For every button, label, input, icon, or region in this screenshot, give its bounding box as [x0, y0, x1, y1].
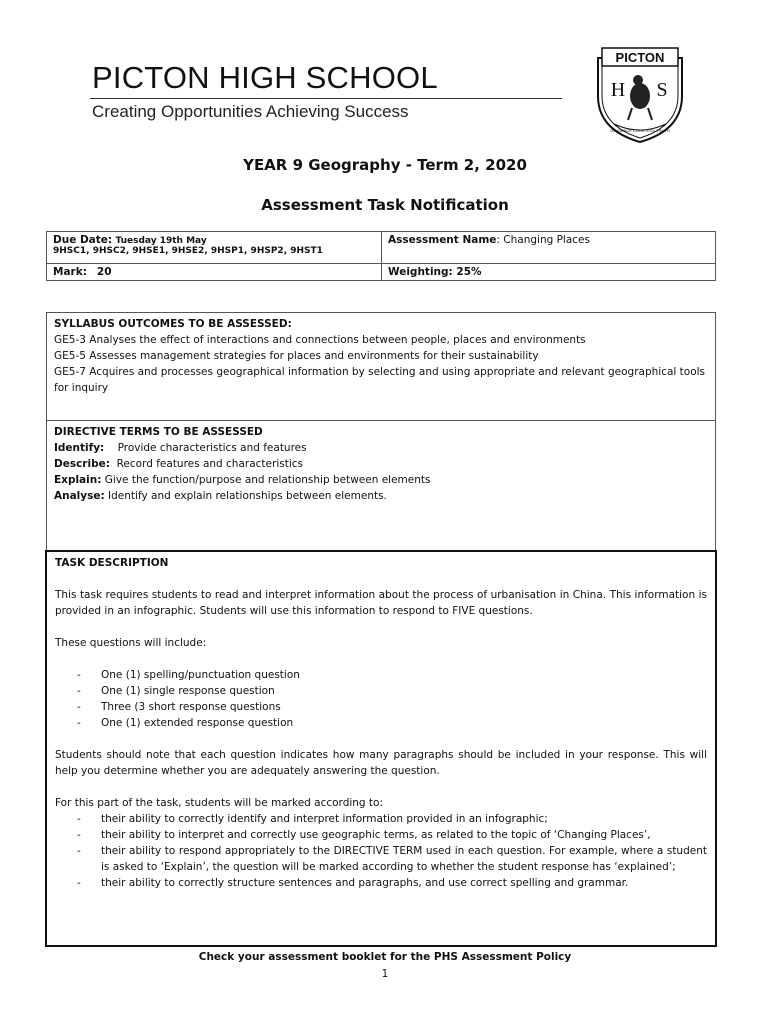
task-note: Students should note that each question indicates how many paragraphs should be included in your response. This will help you determine whether you are adequately answering the question. — [55, 749, 707, 777]
school-motto: Creating Opportunities Achieving Success — [92, 102, 409, 121]
criterion-text: their ability to interpret and correctly use geographic terms, as related to the topic of ‘Changing Places’, — [101, 829, 651, 841]
directive-term: Analyse: — [54, 490, 105, 502]
assessment-name-cell — [382, 232, 715, 263]
header-rule — [90, 98, 562, 99]
directive-definition: Provide characteristics and features — [104, 442, 307, 454]
task-intro: This task requires students to read and interpret information about the process of urbanisation in China. This information is provided in an infographic. Students will use this information to respond to FIVE questions. — [55, 589, 707, 617]
due-date-value: Tuesday 19th May — [115, 236, 207, 246]
syllabus-heading: SYLLABUS OUTCOMES TO BE ASSESSED: — [54, 318, 292, 330]
directive-term: Explain: — [54, 474, 102, 486]
list-item: - One (1) extended response question — [77, 717, 294, 729]
directive-term: Describe: — [54, 458, 110, 470]
page-number: 1 — [381, 968, 389, 980]
question-text: Three (3 short response questions — [101, 701, 281, 713]
list-item: - One (1) spelling/punctuation question — [77, 669, 300, 681]
list-item: - their ability to interpret and correctly use geographic terms, as related to the topic of ‘Changing Places’, — [77, 829, 651, 841]
criteria-intro: For this part of the task, students will be marked according to: — [55, 797, 384, 809]
class-list: 9HSC1, 9HSC2, 9HSE1, 9HSE2, 9HSP1, 9HSP2, 9HST1 — [53, 246, 323, 256]
outcome-item: GE5-3 Analyses the effect of interactions and connections between people, places and environments — [54, 334, 586, 346]
task-info-table — [46, 231, 716, 281]
crest-letter-h: H — [610, 79, 626, 101]
list-item: - their ability to correctly structure sentences and paragraphs, and use correct spelling and grammar. — [77, 877, 629, 889]
weighting-cell: Weighting: 25% — [388, 266, 482, 278]
criteria-list — [55, 811, 707, 891]
directive-definition: Give the function/purpose and relationship between elements — [101, 474, 431, 486]
criterion-text: their ability to correctly structure sentences and paragraphs, and use correct spelling and grammar. — [101, 877, 629, 889]
crest-letter-s: S — [656, 79, 668, 101]
outcome-item: GE5-5 Assesses management strategies for places and environments for their sustainability — [54, 350, 539, 362]
outcomes-table — [46, 312, 716, 552]
criterion-text: their ability to respond appropriately to the DIRECTIVE TERM used in each question. For example, where a student is asked to ‘Explain’, the question will be marked according to whether the student response has ‘explained’; — [101, 845, 707, 873]
outcome-item: GE5-7 Acquires and processes geographical information by selecting and using appropriate and relevant geographical tools for inquiry — [54, 366, 706, 394]
policy-footer: Check your assessment booklet for the PHS Assessment Policy — [198, 951, 572, 963]
mark-label: Mark: — [53, 266, 87, 278]
task-description-box — [45, 550, 717, 947]
mark-value: 20 — [96, 266, 112, 278]
list-item: - Three (3 short response questions — [77, 701, 281, 713]
document-title: YEAR 9 Geography - Term 2, 2020 — [243, 156, 527, 174]
list-item: - their ability to correctly identify and interpret information provided in an infographic; — [77, 813, 548, 825]
directive-heading: DIRECTIVE TERMS TO BE ASSESSED — [54, 426, 263, 438]
list-item: - One (1) single response question — [77, 685, 275, 697]
question-text: One (1) single response question — [101, 685, 275, 697]
crest-bottom-text: DILIGENCE COURTESY TRUTH — [610, 128, 670, 133]
document-subtitle: Assessment Task Notification — [261, 196, 509, 214]
questions-intro: These questions will include: — [55, 637, 207, 649]
due-date-cell — [47, 232, 382, 263]
directive-terms-section — [47, 421, 715, 507]
list-item: - their ability to respond appropriately to the DIRECTIVE TERM used in each question. For example, where a student is asked to ‘Explain’, the question will be marked according to whether the student response has ‘explained’; — [77, 845, 707, 873]
school-name: PICTON HIGH SCHOOL — [92, 60, 438, 95]
directive-item — [54, 472, 708, 488]
criterion-text: their ability to correctly identify and interpret information provided in an infographic; — [101, 813, 548, 825]
question-text: One (1) extended response question — [101, 717, 294, 729]
assessment-name-value: : Changing Places — [496, 234, 590, 246]
task-heading: TASK DESCRIPTION — [55, 557, 169, 569]
due-date-label: Due Date: — [53, 234, 113, 246]
directive-item — [54, 456, 708, 472]
question-text: One (1) spelling/punctuation question — [101, 669, 300, 681]
school-crest-icon — [592, 44, 688, 144]
crest-top-text: PICTON — [615, 50, 665, 65]
directive-definition: Identify and explain relationships between elements. — [104, 490, 387, 502]
questions-list — [55, 667, 707, 731]
directive-term: Identify: — [54, 442, 105, 454]
directive-item — [54, 440, 708, 456]
assessment-name-label: Assessment Name — [388, 234, 497, 246]
directive-item — [54, 488, 708, 504]
syllabus-outcomes-section — [47, 313, 715, 421]
mark-cell — [47, 264, 382, 280]
directive-definition: Record features and characteristics — [109, 458, 303, 470]
